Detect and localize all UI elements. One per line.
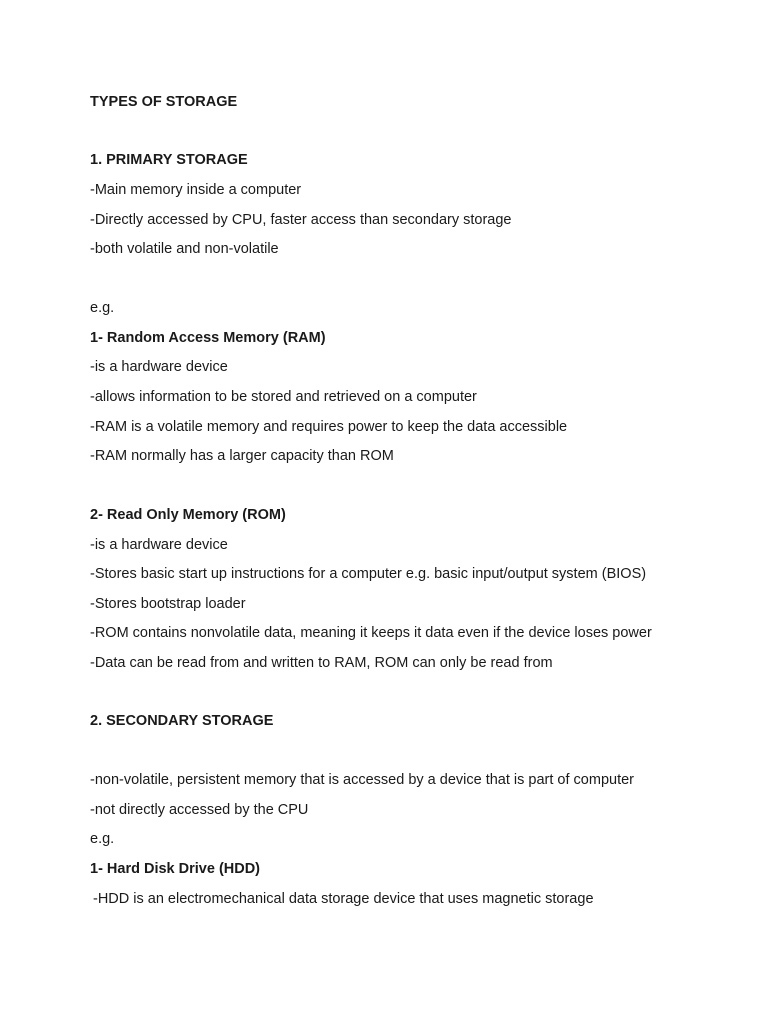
rom-point-1: -is a hardware device (90, 537, 228, 553)
secondary-eg-label: e.g. (90, 831, 115, 847)
primary-point-2: -Directly accessed by CPU, faster access than secondary storage (90, 212, 512, 228)
document-title: TYPES OF STORAGE (90, 94, 238, 110)
secondary-point-2: -not directly accessed by the CPU (90, 802, 309, 818)
rom-point-5: -Data can be read from and written to RAM, ROM can only be read from (90, 655, 553, 671)
primary-point-3: -both volatile and non-volatile (90, 241, 279, 257)
rom-point-2: -Stores basic start up instructions for a computer e.g. basic input/output system (BIOS) (90, 566, 647, 582)
secondary-storage-heading: 2. SECONDARY STORAGE (90, 713, 274, 729)
primary-storage-heading: 1. PRIMARY STORAGE (90, 152, 248, 168)
primary-eg-label: e.g. (90, 300, 115, 316)
primary-point-1: -Main memory inside a computer (90, 182, 302, 198)
hdd-heading: 1- Hard Disk Drive (HDD) (90, 861, 261, 877)
ram-point-3: -RAM is a volatile memory and requires power to keep the data accessible (90, 419, 568, 435)
secondary-point-1: -non-volatile, persistent memory that is accessed by a device that is part of computer (90, 772, 634, 788)
ram-point-2: -allows information to be stored and retrieved on a computer (90, 389, 477, 405)
ram-point-4: -RAM normally has a larger capacity than ROM (90, 448, 394, 464)
rom-point-4: -ROM contains nonvolatile data, meaning it keeps it data even if the device loses power (90, 625, 652, 641)
rom-heading: 2- Read Only Memory (ROM) (90, 507, 286, 523)
rom-point-3: -Stores bootstrap loader (90, 596, 246, 612)
hdd-point-1: -HDD is an electromechanical data storage device that uses magnetic storage (93, 891, 594, 907)
ram-point-1: -is a hardware device (90, 359, 228, 375)
ram-heading: 1- Random Access Memory (RAM) (90, 330, 326, 346)
